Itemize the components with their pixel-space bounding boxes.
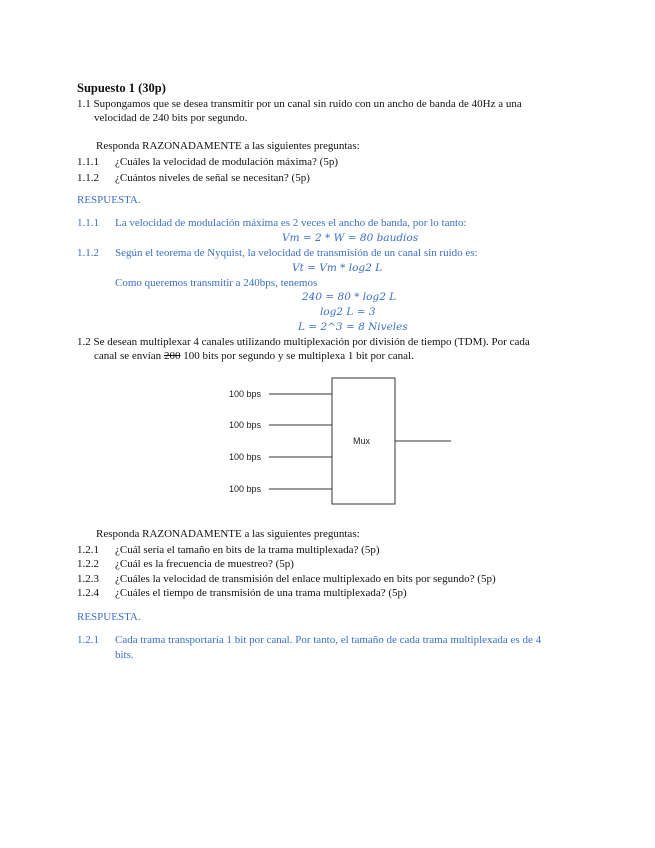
answer-text: Cada trama transportaría 1 bit por canal. Por tanto, el tamaño de cada trama multiplexada es de 4: [115, 634, 542, 646]
formula-step-3: L = 2^3 = 8 Niveles: [298, 321, 408, 333]
answer-1-2-1: [77, 633, 541, 647]
subquestion-text: ¿Cuántos niveles de señal se necesitan? (5p): [115, 172, 310, 184]
subquestion-1-2-1: [77, 543, 380, 557]
subquestion-number: 1.1.1: [77, 156, 99, 168]
question-text: Se desean multiplexar 4 canales utilizando multiplexación por división de tiempo (TDM). Por cada: [93, 336, 530, 348]
subquestion-number: 1.2.3: [77, 573, 99, 585]
section-title: Supuesto 1 (30p): [77, 81, 166, 95]
formula-nyquist: Vt = Vm * log2 L: [292, 262, 383, 274]
subquestion-1-1-2: [77, 171, 310, 185]
instruction: Responda RAZONADAMENTE a las siguientes preguntas:: [96, 140, 360, 152]
subquestion-number: 1.2.2: [77, 558, 99, 570]
answer-1-1-2: [77, 246, 478, 260]
answer-label: RESPUESTA.: [77, 194, 141, 206]
subquestion-1-2-3: [77, 572, 496, 586]
answer-number: 1.1.1: [77, 217, 99, 229]
answer-label: RESPUESTA.: [77, 611, 141, 623]
formula-step-1: 240 = 80 * log2 L: [302, 291, 397, 303]
question-1-2-line2: [94, 349, 414, 363]
question-1-2-line1: [77, 335, 530, 349]
question-number: 1.1: [77, 98, 91, 110]
answer-continuation: Como queremos transmitir a 240bps, tenemos: [115, 277, 318, 289]
subquestion-number: 1.2.1: [77, 544, 99, 556]
subquestion-text: ¿Cuáles el tiempo de transmisión de una trama multiplexada? (5p): [115, 587, 407, 599]
mux-label: Mux: [353, 436, 371, 446]
answer-number: 1.1.2: [77, 247, 99, 259]
question-text: Supongamos que se desea transmitir por un canal sin ruido con un ancho de banda de 40Hz a una: [93, 98, 522, 110]
answer-text: La velocidad de modulación máxima es 2 veces el ancho de banda, por lo tanto:: [115, 217, 467, 229]
question-text-part: canal se envían: [94, 350, 164, 362]
instruction: Responda RAZONADAMENTE a las siguientes preguntas:: [96, 528, 360, 540]
question-1-1-line1: [77, 97, 522, 111]
subquestion-1-2-4: [77, 586, 407, 600]
input-label: 100 bps: [229, 420, 262, 430]
input-label: 100 bps: [229, 389, 262, 399]
subquestion-1-1-1: [77, 155, 338, 169]
question-number: 1.2: [77, 336, 91, 348]
subquestion-text: ¿Cuál sería el tamaño en bits de la trama multiplexada? (5p): [115, 544, 380, 556]
mux-diagram: [220, 374, 460, 508]
formula-step-2: log2 L = 3: [320, 306, 376, 318]
subquestion-text: ¿Cuál es la frecuencia de muestreo? (5p): [115, 558, 294, 570]
subquestion-text: ¿Cuáles la velocidad de modulación máxima? (5p): [115, 156, 338, 168]
subquestion-number: 1.1.2: [77, 172, 99, 184]
answer-1-2-1-line2: bits.: [115, 649, 134, 661]
subquestion-text: ¿Cuáles la velocidad de transmisión del enlace multiplexado en bits por segundo? (5p): [115, 573, 496, 585]
formula-modulation: Vm = 2 * W = 80 baudios: [282, 232, 419, 244]
question-text-part: 100 bits por segundo y se multiplexa 1 bit por canal.: [180, 350, 414, 362]
subquestion-number: 1.2.4: [77, 587, 99, 599]
question-1-1-line2: velocidad de 240 bits por segundo.: [94, 112, 248, 124]
subquestion-1-2-2: [77, 557, 294, 571]
input-label: 100 bps: [229, 452, 262, 462]
answer-text: Según el teorema de Nyquist, la velocidad de transmisión de un canal sin ruido es:: [115, 247, 478, 259]
answer-1-1-1: [77, 216, 467, 230]
struck-value: 200: [163, 350, 181, 362]
input-label: 100 bps: [229, 484, 262, 494]
answer-number: 1.2.1: [77, 634, 99, 646]
